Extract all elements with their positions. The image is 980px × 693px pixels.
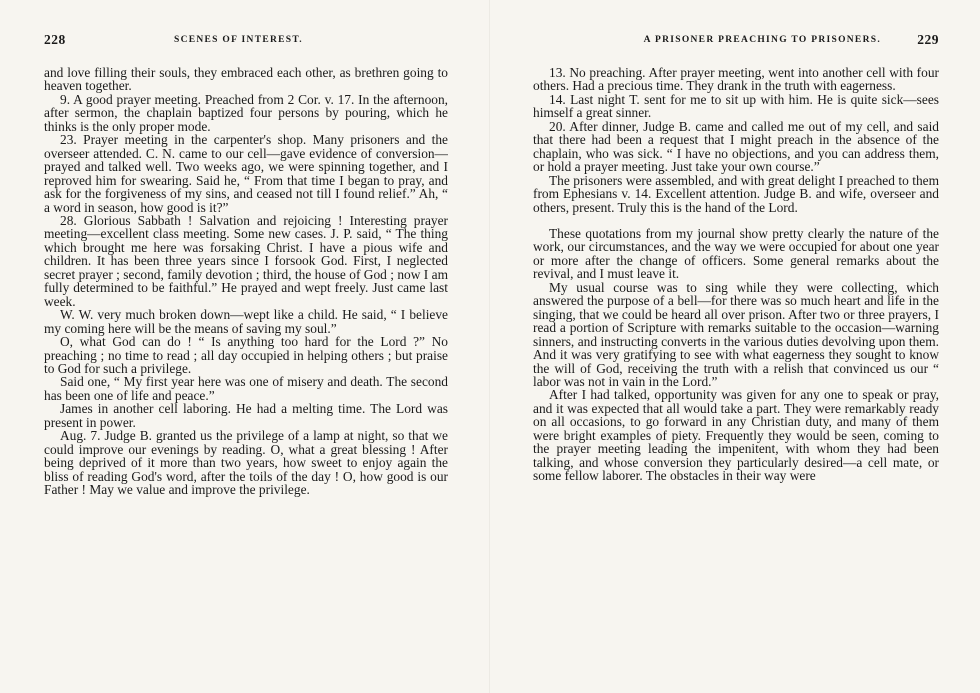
paragraph: James in another cell laboring. He had a melting time. The Lord was present in power. [44,401,448,430]
left-running-head [44,32,448,56]
paragraph: 20. After dinner, Judge B. came and called me out of my cell, and said that there had been a request that I might preach in the absence of the chaplain, who was sick. “ I have no objections, and you can address them, or hold a prayer meeting. Just take your own course.” [533,118,939,175]
paragraph: 9. A good prayer meeting. Preached from 2 Cor. v. 17. In the afternoon, after sermon, the chaplain baptized four persons by pouring, which he thinks is the only proper mode. [44,91,448,134]
right-running-head [533,32,939,56]
paragraph: and love filling their souls, they embraced each other, as brethren going to heaven together. [44,65,448,94]
right-page [533,32,939,672]
paragraph: After I had talked, opportunity was given for any one to speak or pray, and it was expected that all would take a part. They were remarkably ready on all occasions, to go forward in any Christian duty, and many of them were bright examples of piety. Frequently they would be seen, coming to the prayer meeting leading the impenitent, with whom they had been talking, and whose conversion they particularly desired—a cell mate, or some fellow laborer. The obstacles in their way were [533,387,939,484]
right-body-text [533,66,939,483]
left-body-text [44,66,448,497]
paragraph: Said one, “ My first year here was one of misery and death. The second has been one of life and peace.” [44,374,448,403]
paragraph: My usual course was to sing while they were collecting, which answered the purpose of a bell—for there was so much heart and life in the singing, that we could be heard all over prison. After two or three prayers, I read a portion of Scripture with remarks suitable to the occasion—warning sinners, and instructing converts in the various duties devolving upon them. And it was very gratifying to see with what eagerness they sought to know the will of God, receiving the truth with a relish that convinced us our “ labor was not in vain in the Lord.” [533,279,939,389]
page-gutter [489,0,490,693]
paragraph: 28. Glorious Sabbath ! Salvation and rejoicing ! Interesting prayer meeting—excellent class meeting. Some new cases. J. P. said, “ The thing which brought me here was forsaking Christ. I have a pious wife and children. It has been three years since I forsook God. First, I neglected secret prayer ; second, family devotion ; third, the house of God ; now I am fully determined to be faithful.” He prayed and wept freely. Just came last week. [44,212,448,309]
paragraph: The prisoners were assembled, and with great delight I preached to them from Ephesians v. 14. Excellent attention. Judge B. and wife, overseer and others, present. Truly this is the hand of the Lord. [533,172,939,215]
paragraph: Aug. 7. Judge B. granted us the privilege of a lamp at night, so that we could improve our evenings by reading. O, what a great blessing ! After being deprived of it more than two years, how sweet to enjoy again the bliss of reading God's word, after the toils of the day ! O, how good is our Father ! May we value and improve the privilege. [44,428,448,498]
paragraph: 23. Prayer meeting in the carpenter's shop. Many prisoners and the overseer attended. C. N. came to our cell—gave evidence of conversion—prayed and talked well. Two weeks ago, we were spinning together, and I reproved him for swearing. Said he, “ From that time I began to pray, and ask for the forgiveness of my sins, and ceased not till I found relief.” Ah, “ a word in season, how good is it?” [44,132,448,215]
right-running-title: A PRISONER PREACHING TO PRISONERS. [643,35,881,45]
paragraph: O, what God can do ! “ Is anything too hard for the Lord ?” No preaching ; no time to read ; all day occupied in helping others ; but praise to God for such a privilege. [44,334,448,376]
paragraph: W. W. very much broken down—wept like a child. He said, “ I believe my coming here will be the means of saving my soul.” [44,307,448,336]
paragraph: These quotations from my journal show pretty clearly the nature of the work, our circumstances, and the way we were occupied for about one year or more after the change of officers. Some general remarks about the revival, and I must leave it. [533,225,939,282]
left-running-title: SCENES OF INTEREST. [174,35,303,45]
paragraph: 14. Last night T. sent for me to sit up with him. He is quite sick—sees himself a great sinner. [533,91,939,121]
left-page [44,32,448,672]
paragraph: 13. No preaching. After prayer meeting, went into another cell with four others. Had a precious time. They drank in the truth with eagerness. [533,65,939,94]
left-page-number: 228 [44,32,66,47]
right-page-number: 229 [917,32,939,47]
